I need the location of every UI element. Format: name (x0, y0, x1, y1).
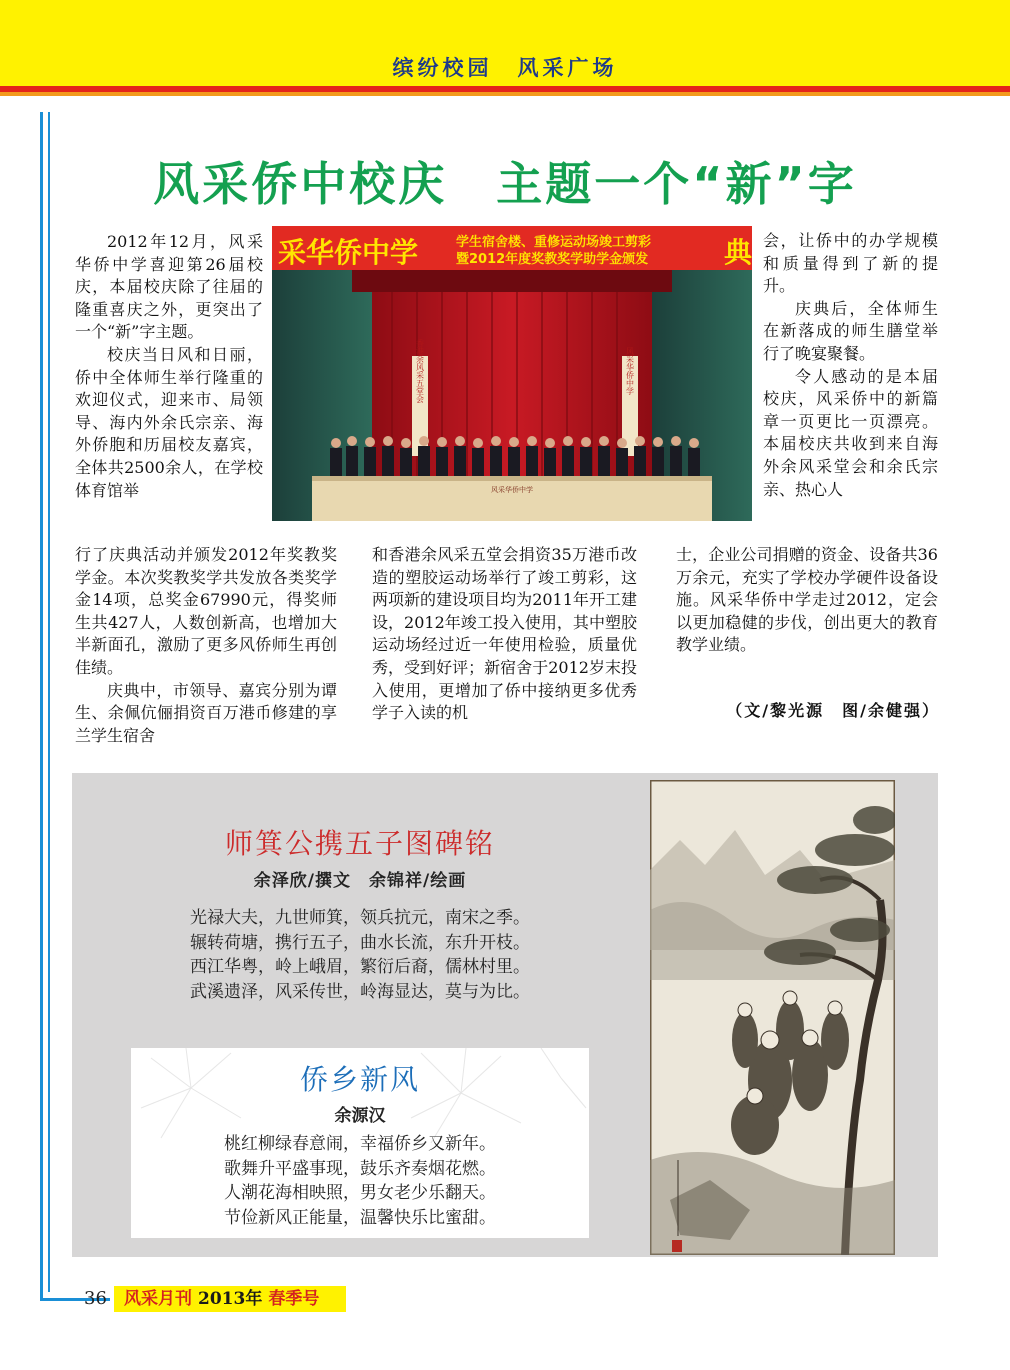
table-label: 风采华侨中学 (491, 486, 533, 494)
poem-2-body (131, 1132, 589, 1230)
banner-school-text: 采华侨中学 (278, 236, 419, 269)
article-column-3-bottom (676, 544, 938, 657)
paragraph: 士，企业公司捐赠的资金、设备共36万余元，充实了学校办学硬件设备设施。风采华侨中学走过2012，定会以更加稳健的步伐，创出更大的教育教学业绩。 (676, 545, 938, 655)
left-rule-inner (48, 112, 50, 1292)
paragraph: 校庆当日风和日丽，侨中全体师生举行隆重的欢迎仪式，迎来市、局领导、海内外余氏宗亲、海外侨胞和历届校友嘉宾，全体共2500余人，在学校体育馆举 (75, 344, 263, 500)
header-stripe-orange (0, 92, 1010, 96)
banner-line-2: 暨2012年度奖教奖学助学金颁发 (456, 252, 649, 267)
banner-end-char: 典 (724, 236, 752, 269)
ceremony-photo (272, 226, 752, 521)
article-column-1-bottom (75, 544, 337, 747)
poem-line: 西江华粤，岭上峨眉，繁衍后裔，儒林村里。 (190, 957, 530, 977)
paragraph: 和香港余风采五堂会捐资35万港币改造的塑胶运动场举行了竣工剪彩，这两项新的建设项目均为2011年开工建设，2012年竣工投入使用，其中塑胶运动场经过近一年使用检验，质量优秀，受到好评；新宿舍于2012岁末投入使用，更增加了侨中接纳更多优秀学子入读的机 (372, 545, 637, 723)
paragraph: 行了庆典活动并颁发2012年奖教奖学金。本次奖教奖学共发放各类奖学金14项，总奖金67990元，得奖师生共427人，人数创新高，也增加大半新面孔，激励了更多风侨师生再创佳绩。 (75, 545, 337, 677)
paragraph: 令人感动的是本届校庆，风采侨中的新篇章一页更比一页漂亮。本届校庆共收到来自海外余风采堂会和余氏宗亲、热心人 (763, 366, 938, 499)
poem-line: 光禄大夫，九世师箕，领兵抗元，南宋之季。 (190, 908, 530, 928)
page-number: 36 (84, 1288, 107, 1309)
poem-1-byline: 余泽欣/撰文 余锦祥/绘画 (253, 871, 467, 891)
issue-year: 2013年 (198, 1289, 263, 1309)
poem-2-byline: 余源汉 (334, 1106, 386, 1126)
poem-line: 武溪遗泽，风采传世，岭海显达，莫与为比。 (190, 981, 530, 1002)
poem-line: 歌舞升平盛事现，鼓乐齐奏烟花燃。 (224, 1158, 496, 1179)
paragraph: 会，让侨中的办学规模和质量得到了新的提升。 (763, 231, 938, 296)
couplet-left: 香港余风采五堂会 (415, 339, 425, 403)
paragraph: 2012年12月，风采华侨中学喜迎第26届校庆，本届校庆除了往届的隆重喜庆之外，更突出了一个“新”字主题。 (75, 232, 263, 342)
left-rule-outer (40, 112, 43, 1300)
poem-line: 人潮花海相映照，男女老少乐翻天。 (224, 1183, 496, 1203)
poem-1-title: 师箕公携五子图碑铭 (224, 827, 495, 860)
banner-line-1: 学生宿舍楼、重修运动场竣工剪彩 (456, 235, 652, 250)
magazine-name: 风采月刊 (124, 1289, 192, 1309)
paragraph: 庆典后，全体师生在新落成的师生膳堂举行了晚宴聚餐。 (763, 298, 938, 363)
poem-1-body (140, 906, 580, 1004)
footer-bar (114, 1286, 346, 1312)
poem-2-title: 侨乡新风 (299, 1063, 420, 1096)
five-sons-painting (650, 780, 895, 1255)
article-column-3-top (763, 230, 938, 501)
poem-line: 桃红柳绿春意闹，幸福侨乡又新年。 (224, 1134, 496, 1154)
poem-line: 节俭新风正能量，温馨快乐比蜜甜。 (224, 1207, 496, 1228)
issue-season: 春季号 (268, 1289, 320, 1309)
paragraph: 庆典中，市领导、嘉宾分别为谭生、余佩伉俪捐资百万港币修建的享兰学生宿舍 (75, 680, 337, 745)
couplet-right: 风采华侨中学 (625, 347, 635, 395)
section-title: 缤纷校园 风采广场 (392, 55, 618, 80)
article-column-2 (372, 544, 637, 725)
article-credit: （文/黎光源 图/余健强） (726, 701, 940, 720)
article-column-1-top (75, 231, 263, 502)
article-headline: 风采侨中校庆 主题一个“新”字 (153, 157, 857, 211)
poem-line: 辗转荷塘，携行五子，曲水长流，东升开枝。 (190, 932, 530, 953)
